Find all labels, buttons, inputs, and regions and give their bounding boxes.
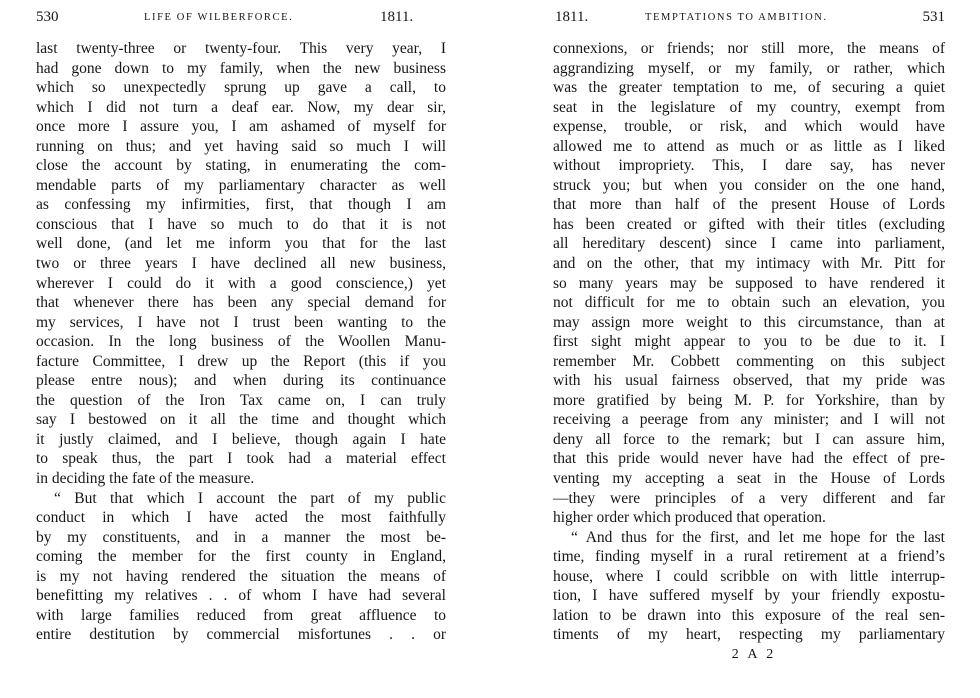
text-line: by my constituents, and in a manner the most be- <box>36 528 446 546</box>
text-line: once more I assure you, I am ashamed of myself for <box>36 118 446 136</box>
left-page <box>36 0 446 645</box>
text-line: conscious that I have so much to do that it is not <box>36 215 446 233</box>
text-line: is my not having rendered the situation the means of <box>36 567 446 585</box>
text-line: my services, I have not I trust been wanting to the <box>36 313 446 331</box>
left-page-number: 530 <box>36 9 59 25</box>
text-line: first sight might appear to you to be due to it. I <box>553 333 945 351</box>
text-line: so many years may be supposed to have rendered it <box>553 274 945 292</box>
text-line: with his usual fairness observed, that my pride was <box>553 372 945 390</box>
text-line: which so unexpectedly sprung up gave a call, to <box>36 79 446 97</box>
text-line: say I bestowed on it all the time and thought which <box>36 411 446 429</box>
text-line: the question of the Iron Tax came on, I can truly <box>36 391 446 409</box>
text-line: deny all force to the remark; but I can assure him, <box>553 430 945 448</box>
text-line: that whenever there has been any special demand for <box>36 294 446 312</box>
right-running-head <box>553 0 945 28</box>
left-page-body <box>36 39 446 645</box>
text-line: has been created or gifted with their titles (excluding <box>553 215 945 233</box>
text-line: lation to be drawn into this exposure of the real sen- <box>553 606 945 624</box>
left-year: 1811. <box>380 9 414 25</box>
right-running-title: TEMPTATIONS TO AMBITION. <box>645 12 828 23</box>
text-line: higher order which produced that operation. <box>553 509 826 527</box>
text-line: mendable parts of my parliamentary character as well <box>36 176 446 194</box>
text-line: “ But that which I account the part of my public <box>54 489 446 507</box>
text-line: —they were principles of a very different and far <box>553 489 945 507</box>
text-line: seat in the legislature of my country, exempt from <box>553 98 945 116</box>
text-line: close the account by stating, in enumerating the com- <box>36 157 446 175</box>
text-line: it justly claimed, and I believe, though again I hate <box>36 430 446 448</box>
text-line: well done, (and let me inform you that for the last <box>36 235 446 253</box>
text-line: that more than half of the present House of Lords <box>553 196 945 214</box>
text-line: benefitting my relatives . . of whom I have had several <box>36 587 446 605</box>
text-line: allowed me to attend as much or as little as I liked <box>553 137 945 155</box>
text-line: which I did not turn a deaf ear. Now, my dear sir, <box>36 98 446 116</box>
left-running-head <box>36 0 446 28</box>
text-line: to speak thus, the part I took had a material effect <box>36 450 446 468</box>
text-line: in deciding the fate of the measure. <box>36 470 255 488</box>
signature-mark: 2 A 2 <box>731 646 777 662</box>
text-line: and on the other, that my intimacy with Mr. Pitt for <box>553 255 945 273</box>
text-line: tion, I have suffered myself by your friendly expostu- <box>553 587 945 605</box>
text-line: running on thus; and yet having said so much I will <box>36 137 446 155</box>
text-line: struck you; but when you consider on the one hand, <box>553 176 945 194</box>
text-line: with large families reduced from great affluence to <box>36 606 446 624</box>
text-line: conduct in which I have acted the most faithfully <box>36 509 446 527</box>
text-line: house, where I could scribble on with little interrup- <box>553 567 945 585</box>
right-page <box>553 0 945 663</box>
text-line: coming the member for the first county in England, <box>36 548 446 566</box>
text-line: remember Mr. Cobbett commenting on this subject <box>553 352 945 370</box>
text-line: last twenty-three or twenty-four. This very year, I <box>36 40 446 57</box>
text-line: may assign more weight to this circumstance, than at <box>553 313 945 331</box>
text-line: not difficult for me to obtain such an elevation, you <box>553 294 945 312</box>
text-line: please entre nous); and when during its continuance <box>36 372 446 390</box>
text-line: two or three years I have declined all new business, <box>36 255 446 273</box>
text-line: “ And thus for the first, and let me hope for the last <box>571 528 945 546</box>
text-line: entire destitution by commercial misfortunes . . or <box>36 626 446 644</box>
text-line: venting my accepting a seat in the House of Lords <box>553 470 945 488</box>
text-line: as confessing my infirmities, first, that though I am <box>36 196 446 214</box>
text-line: all hereditary descent) since I came into parliament, <box>553 235 945 253</box>
text-line: aggrandizing myself, or my family, or rather, which <box>553 59 945 77</box>
text-line: more gratified by being M. P. for Yorkshire, than by <box>553 391 945 409</box>
text-line: timents of my heart, respecting my parliamentary <box>553 626 945 644</box>
text-line: facture Committee, I drew up the Report (this if you <box>36 352 446 370</box>
left-running-title: LIFE OF WILBERFORCE. <box>144 12 294 23</box>
text-line: receiving a peerage from any minister; and I will not <box>553 411 945 429</box>
text-line: without impropriety. This, I dare say, has never <box>553 157 945 175</box>
text-line: connexions, or friends; nor still more, the means of <box>553 40 945 57</box>
text-line: time, finding myself in a rural retirement at a friend’s <box>553 548 945 566</box>
text-line: occasion. In the long business of the Woollen Manu- <box>36 333 446 351</box>
text-line: was the greater temptation to me, of securing a quiet <box>553 79 945 97</box>
text-line: had gone down to my family, when the new business <box>36 59 446 77</box>
right-page-body <box>553 39 945 645</box>
text-line: expense, trouble, or risk, and which would have <box>553 118 945 136</box>
right-page-number: 531 <box>922 9 945 25</box>
text-line: that this pride would never have had the effect of pre- <box>553 450 945 468</box>
text-line: wherever I could do it with a good conscience,) yet <box>36 274 446 292</box>
right-year: 1811. <box>555 9 589 25</box>
